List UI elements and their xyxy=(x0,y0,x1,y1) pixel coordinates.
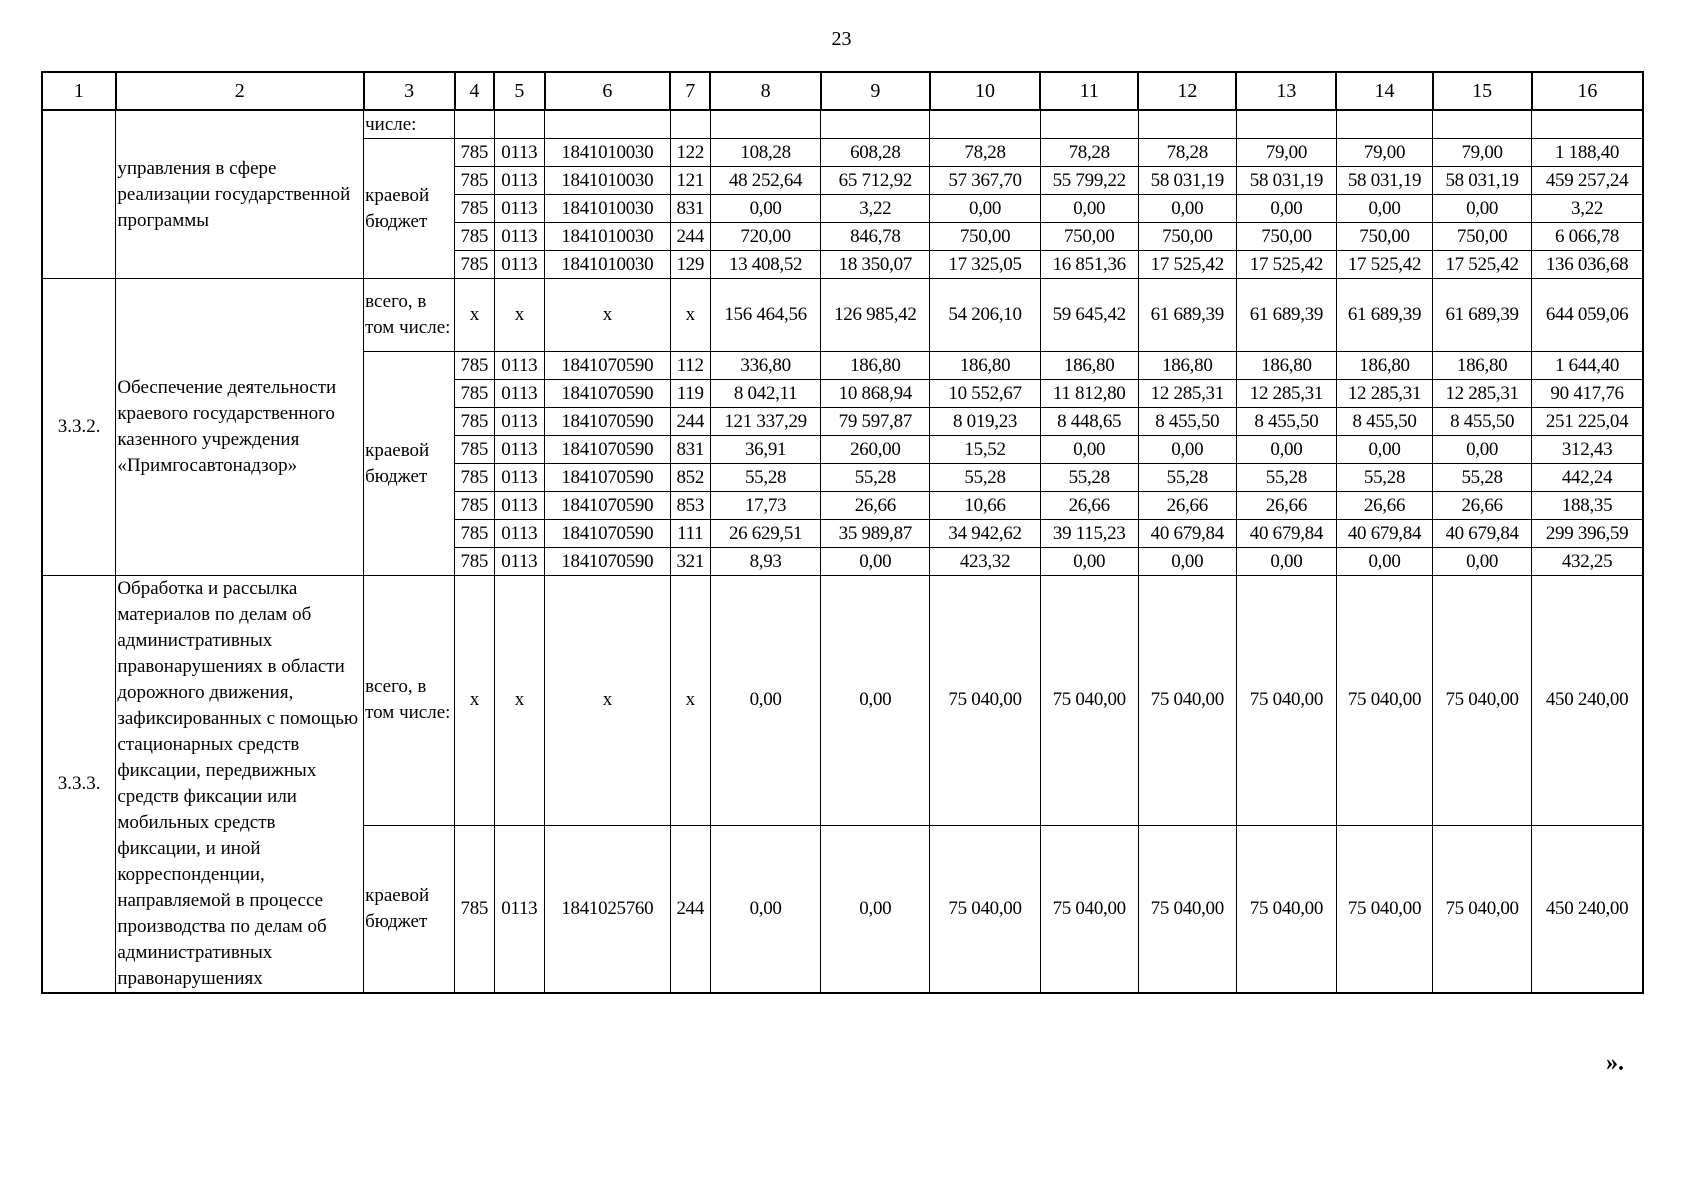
table-cell: 121 337,29 xyxy=(710,408,820,436)
column-header: 16 xyxy=(1532,72,1643,110)
table-cell: 0,00 xyxy=(710,195,820,223)
table-cell: 17 325,05 xyxy=(930,251,1040,279)
table-cell: 11 812,80 xyxy=(1040,380,1138,408)
table-cell: 0113 xyxy=(494,408,545,436)
table-cell: 40 679,84 xyxy=(1433,520,1532,548)
column-header: 14 xyxy=(1336,72,1432,110)
table-cell: 122 xyxy=(670,139,710,167)
section-name: управления в сфере реализации государственной программы xyxy=(116,110,364,279)
section-number: 3.3.2. xyxy=(42,279,116,576)
table-cell: 26 629,51 xyxy=(710,520,820,548)
table-cell: 188,35 xyxy=(1532,492,1643,520)
table-cell: 75 040,00 xyxy=(1040,825,1138,993)
table-cell: 54 206,10 xyxy=(930,279,1040,352)
table-cell: 0,00 xyxy=(710,825,820,993)
table-cell: 720,00 xyxy=(710,223,820,251)
table-cell: 8,93 xyxy=(710,548,820,576)
table-cell: 1841070590 xyxy=(545,436,670,464)
table-cell: 750,00 xyxy=(1236,223,1336,251)
table-cell: 852 xyxy=(670,464,710,492)
table-cell: 59 645,42 xyxy=(1040,279,1138,352)
table-cell: 251 225,04 xyxy=(1532,408,1643,436)
table-cell: 78,28 xyxy=(1138,139,1236,167)
table-cell: 26,66 xyxy=(1336,492,1432,520)
table-cell: 108,28 xyxy=(710,139,820,167)
table-cell: 136 036,68 xyxy=(1532,251,1643,279)
table-cell: 831 xyxy=(670,436,710,464)
column-header: 1 xyxy=(42,72,116,110)
table-cell: 17 525,42 xyxy=(1138,251,1236,279)
table-cell: 58 031,19 xyxy=(1236,167,1336,195)
table-cell: 36,91 xyxy=(710,436,820,464)
table-cell: 12 285,31 xyxy=(1236,380,1336,408)
table-cell: 8 042,11 xyxy=(710,380,820,408)
table-cell: 17 525,42 xyxy=(1336,251,1432,279)
table-cell: 12 285,31 xyxy=(1433,380,1532,408)
table-cell: 1841070590 xyxy=(545,352,670,380)
table-cell: 0113 xyxy=(494,492,545,520)
table-cell: 785 xyxy=(455,380,494,408)
table-cell: 61 689,39 xyxy=(1336,279,1432,352)
funding-source: краевой бюджет xyxy=(364,825,455,993)
table-cell: 0,00 xyxy=(821,576,930,826)
table-cell: 79,00 xyxy=(1433,139,1532,167)
table-cell: 785 xyxy=(455,139,494,167)
table-cell: 186,80 xyxy=(1138,352,1236,380)
table-cell: x xyxy=(494,576,545,826)
table-cell: 785 xyxy=(455,520,494,548)
column-header: 7 xyxy=(670,72,710,110)
table-cell: 18 350,07 xyxy=(821,251,930,279)
table-cell xyxy=(1336,110,1432,139)
table-cell: 112 xyxy=(670,352,710,380)
table-cell: 40 679,84 xyxy=(1336,520,1432,548)
table-cell: 0113 xyxy=(494,548,545,576)
table-cell: 750,00 xyxy=(1336,223,1432,251)
table-cell: 312,43 xyxy=(1532,436,1643,464)
table-cell: 55,28 xyxy=(1040,464,1138,492)
table-cell: x xyxy=(455,576,494,826)
table-cell: 8 455,50 xyxy=(1433,408,1532,436)
table-cell: 1841070590 xyxy=(545,408,670,436)
column-header: 2 xyxy=(116,72,364,110)
section-name: Обработка и рассылка материалов по делам об административных правонарушениях в области дорожного движения, зафиксированных с помощью стационарных средств фиксации, передвижных средств фиксации или мобильных средств фиксации, и иной корреспонденции, направляемой в процессе производства по делам об административных правонарушениях xyxy=(116,576,364,994)
table-cell: 0113 xyxy=(494,520,545,548)
table-cell: 126 985,42 xyxy=(821,279,930,352)
table-row-total xyxy=(42,279,1643,352)
table-cell: 186,80 xyxy=(1336,352,1432,380)
table-cell: 244 xyxy=(670,825,710,993)
table-cell xyxy=(670,110,710,139)
table-cell: 186,80 xyxy=(930,352,1040,380)
table-cell: 0113 xyxy=(494,223,545,251)
table-cell: 750,00 xyxy=(930,223,1040,251)
table-cell: 244 xyxy=(670,408,710,436)
table-cell: 1 644,40 xyxy=(1532,352,1643,380)
column-header: 10 xyxy=(930,72,1040,110)
table-cell xyxy=(494,110,545,139)
table-cell: 12 285,31 xyxy=(1138,380,1236,408)
table-cell: x xyxy=(455,279,494,352)
table-cell: 55,28 xyxy=(1433,464,1532,492)
table-cell: 79,00 xyxy=(1236,139,1336,167)
table-cell: 8 455,50 xyxy=(1138,408,1236,436)
table-cell: 1841070590 xyxy=(545,520,670,548)
table-cell: 75 040,00 xyxy=(930,825,1040,993)
table-cell xyxy=(821,110,930,139)
column-header: 12 xyxy=(1138,72,1236,110)
section-name: Обеспечение деятельности краевого государственного казенного учреждения «Примгосавтонадзор» xyxy=(116,279,364,576)
table-cell: 35 989,87 xyxy=(821,520,930,548)
table-cell: 8 448,65 xyxy=(1040,408,1138,436)
table-cell: 750,00 xyxy=(1433,223,1532,251)
table-cell: 26,66 xyxy=(1040,492,1138,520)
table-cell: 299 396,59 xyxy=(1532,520,1643,548)
table-cell: 1841010030 xyxy=(545,195,670,223)
table-cell: 55,28 xyxy=(1236,464,1336,492)
table-cell: 16 851,36 xyxy=(1040,251,1138,279)
section-number: 3.3.3. xyxy=(42,576,116,994)
table-cell: 785 xyxy=(455,492,494,520)
table-cell: 0113 xyxy=(494,167,545,195)
table-cell: 8 019,23 xyxy=(930,408,1040,436)
table-cell: 846,78 xyxy=(821,223,930,251)
table-cell: x xyxy=(494,279,545,352)
table-cell: 55,28 xyxy=(930,464,1040,492)
table-cell: 90 417,76 xyxy=(1532,380,1643,408)
table-cell: 1 188,40 xyxy=(1532,139,1643,167)
table-cell: 785 xyxy=(455,352,494,380)
table-cell: x xyxy=(670,576,710,826)
table-cell: 34 942,62 xyxy=(930,520,1040,548)
table-cell: 785 xyxy=(455,464,494,492)
table-cell: 10,66 xyxy=(930,492,1040,520)
table-cell: 186,80 xyxy=(1236,352,1336,380)
funding-source: числе: xyxy=(364,110,455,139)
table-cell: 442,24 xyxy=(1532,464,1643,492)
table-cell: 55,28 xyxy=(1336,464,1432,492)
table-cell: 1841010030 xyxy=(545,139,670,167)
table-cell: x xyxy=(545,279,670,352)
table-cell: 785 xyxy=(455,167,494,195)
table-cell: 785 xyxy=(455,195,494,223)
table-cell: 0,00 xyxy=(1433,436,1532,464)
table-cell: 0,00 xyxy=(1433,548,1532,576)
table-cell: 0113 xyxy=(494,251,545,279)
table-cell: 48 252,64 xyxy=(710,167,820,195)
table-cell: 0,00 xyxy=(1138,436,1236,464)
table-cell: 785 xyxy=(455,548,494,576)
column-header: 6 xyxy=(545,72,670,110)
table-cell: 58 031,19 xyxy=(1336,167,1432,195)
table-cell: 79 597,87 xyxy=(821,408,930,436)
table-cell: 75 040,00 xyxy=(1138,576,1236,826)
table-cell: 0,00 xyxy=(1433,195,1532,223)
table-cell: 1841070590 xyxy=(545,492,670,520)
table-cell: 608,28 xyxy=(821,139,930,167)
table-cell: 156 464,56 xyxy=(710,279,820,352)
table-cell: 336,80 xyxy=(710,352,820,380)
column-header: 5 xyxy=(494,72,545,110)
table-cell: 3,22 xyxy=(1532,195,1643,223)
column-header: 13 xyxy=(1236,72,1336,110)
table-cell: 0,00 xyxy=(1336,436,1432,464)
table-cell: 831 xyxy=(670,195,710,223)
table-cell: 129 xyxy=(670,251,710,279)
column-header: 11 xyxy=(1040,72,1138,110)
table-cell xyxy=(545,110,670,139)
table-row xyxy=(42,110,1643,139)
table-cell: 58 031,19 xyxy=(1433,167,1532,195)
table-cell: 55,28 xyxy=(821,464,930,492)
table-cell: 10 868,94 xyxy=(821,380,930,408)
table-cell: 853 xyxy=(670,492,710,520)
table-cell: 57 367,70 xyxy=(930,167,1040,195)
table-cell: 8 455,50 xyxy=(1336,408,1432,436)
table-cell: 121 xyxy=(670,167,710,195)
column-header: 9 xyxy=(821,72,930,110)
column-header: 3 xyxy=(364,72,455,110)
table-cell: 65 712,92 xyxy=(821,167,930,195)
table-cell: 785 xyxy=(455,825,494,993)
table-cell: 10 552,67 xyxy=(930,380,1040,408)
table-cell: 0,00 xyxy=(1138,548,1236,576)
table-cell: 75 040,00 xyxy=(1433,576,1532,826)
funding-source: всего, в том числе: xyxy=(364,279,455,352)
table-cell: 1841010030 xyxy=(545,167,670,195)
table-cell xyxy=(455,110,494,139)
table-cell: 1841010030 xyxy=(545,251,670,279)
table-cell: 1841025760 xyxy=(545,825,670,993)
table-cell: 58 031,19 xyxy=(1138,167,1236,195)
table-cell: 750,00 xyxy=(1138,223,1236,251)
table-cell: 785 xyxy=(455,436,494,464)
table-cell: 13 408,52 xyxy=(710,251,820,279)
table-cell: 0,00 xyxy=(930,195,1040,223)
table-cell: 1841070590 xyxy=(545,548,670,576)
table-cell: 75 040,00 xyxy=(930,576,1040,826)
table-cell: 1841010030 xyxy=(545,223,670,251)
table-cell: 450 240,00 xyxy=(1532,825,1643,993)
table-cell: 26,66 xyxy=(1138,492,1236,520)
table-cell: 459 257,24 xyxy=(1532,167,1643,195)
funding-source: всего, в том числе: xyxy=(364,576,455,826)
table-cell: 75 040,00 xyxy=(1433,825,1532,993)
table-cell: 26,66 xyxy=(1433,492,1532,520)
table-cell: 78,28 xyxy=(930,139,1040,167)
table-cell: 40 679,84 xyxy=(1138,520,1236,548)
table-cell: 79,00 xyxy=(1336,139,1432,167)
table-header-row xyxy=(42,72,1643,110)
table-cell xyxy=(1532,110,1643,139)
table-cell: 0,00 xyxy=(1040,195,1138,223)
table-cell: 644 059,06 xyxy=(1532,279,1643,352)
table-cell: 12 285,31 xyxy=(1336,380,1432,408)
table-cell: 0,00 xyxy=(821,825,930,993)
table-cell: 0,00 xyxy=(1236,436,1336,464)
closing-quote-mark: ». xyxy=(1606,1050,1624,1076)
section-number xyxy=(42,110,116,279)
table-cell: 39 115,23 xyxy=(1040,520,1138,548)
table-cell: 75 040,00 xyxy=(1138,825,1236,993)
table-cell: 0113 xyxy=(494,380,545,408)
table-cell: 8 455,50 xyxy=(1236,408,1336,436)
table-row-total xyxy=(42,576,1643,826)
table-cell: 785 xyxy=(455,251,494,279)
table-cell: 0,00 xyxy=(1040,436,1138,464)
table-cell: 75 040,00 xyxy=(1236,576,1336,826)
table-cell: 6 066,78 xyxy=(1532,223,1643,251)
table-cell: 0,00 xyxy=(1236,548,1336,576)
table-cell: 75 040,00 xyxy=(1336,825,1432,993)
column-header: 8 xyxy=(710,72,820,110)
table-cell: 75 040,00 xyxy=(1336,576,1432,826)
table-cell: 78,28 xyxy=(1040,139,1138,167)
table-cell xyxy=(710,110,820,139)
table-cell: x xyxy=(545,576,670,826)
table-cell: 432,25 xyxy=(1532,548,1643,576)
table-cell: 0113 xyxy=(494,464,545,492)
table-cell: 0,00 xyxy=(1138,195,1236,223)
funding-source: краевой бюджет xyxy=(364,139,455,279)
funding-source: краевой бюджет xyxy=(364,352,455,576)
table-cell: 0113 xyxy=(494,139,545,167)
table-cell: 61 689,39 xyxy=(1138,279,1236,352)
table-cell: 0113 xyxy=(494,195,545,223)
table-cell: 17 525,42 xyxy=(1236,251,1336,279)
table-cell: 55,28 xyxy=(1138,464,1236,492)
page-number: 23 xyxy=(831,28,852,50)
table-cell: 450 240,00 xyxy=(1532,576,1643,826)
table-cell: 186,80 xyxy=(1040,352,1138,380)
table-cell: 55,28 xyxy=(710,464,820,492)
table-cell: 785 xyxy=(455,223,494,251)
table-cell: 260,00 xyxy=(821,436,930,464)
table-cell: 0,00 xyxy=(710,576,820,826)
table-cell: 423,32 xyxy=(930,548,1040,576)
table-cell: 1841070590 xyxy=(545,464,670,492)
table-cell: 40 679,84 xyxy=(1236,520,1336,548)
table-cell: 750,00 xyxy=(1040,223,1138,251)
table-cell: 0113 xyxy=(494,352,545,380)
table-cell: 26,66 xyxy=(821,492,930,520)
table-cell xyxy=(1433,110,1532,139)
table-cell: 321 xyxy=(670,548,710,576)
table-body xyxy=(42,72,1643,993)
table-cell: 75 040,00 xyxy=(1040,576,1138,826)
table-cell: 244 xyxy=(670,223,710,251)
table-cell xyxy=(930,110,1040,139)
table-cell: 15,52 xyxy=(930,436,1040,464)
table-cell: 1841070590 xyxy=(545,380,670,408)
table-cell: 119 xyxy=(670,380,710,408)
table-cell: 3,22 xyxy=(821,195,930,223)
table-cell: 0,00 xyxy=(821,548,930,576)
column-header: 15 xyxy=(1433,72,1532,110)
budget-table xyxy=(41,71,1644,994)
table-cell: 61 689,39 xyxy=(1236,279,1336,352)
table-cell: 55 799,22 xyxy=(1040,167,1138,195)
table-cell xyxy=(1138,110,1236,139)
table-cell: x xyxy=(670,279,710,352)
table-cell: 186,80 xyxy=(1433,352,1532,380)
table-cell: 186,80 xyxy=(821,352,930,380)
table-cell: 17 525,42 xyxy=(1433,251,1532,279)
table-cell: 0,00 xyxy=(1236,195,1336,223)
table-cell: 26,66 xyxy=(1236,492,1336,520)
table-cell: 785 xyxy=(455,408,494,436)
table-cell: 0113 xyxy=(494,825,545,993)
table-cell xyxy=(1236,110,1336,139)
table-cell: 75 040,00 xyxy=(1236,825,1336,993)
table-cell: 0,00 xyxy=(1336,548,1432,576)
table-cell: 111 xyxy=(670,520,710,548)
table-cell: 61 689,39 xyxy=(1433,279,1532,352)
table-cell xyxy=(1040,110,1138,139)
table-cell: 0,00 xyxy=(1040,548,1138,576)
column-header: 4 xyxy=(455,72,494,110)
table-cell: 0,00 xyxy=(1336,195,1432,223)
table-cell: 0113 xyxy=(494,436,545,464)
table-cell: 17,73 xyxy=(710,492,820,520)
